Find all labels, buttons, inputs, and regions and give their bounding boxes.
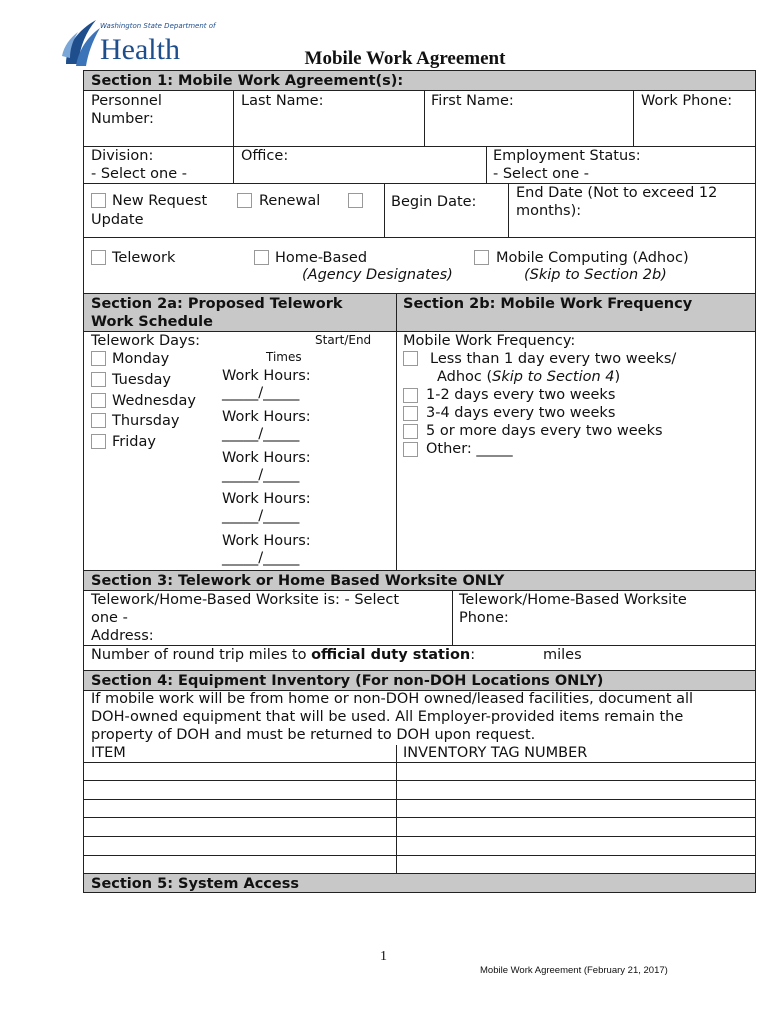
rule — [83, 90, 756, 91]
rule — [396, 293, 397, 570]
section1-header: Section 1: Mobile Work Agreement(s): — [91, 73, 404, 89]
rule — [83, 237, 756, 238]
renewal-label: Renewal — [259, 193, 321, 209]
skip-2b-note: (Skip to Section 2b) — [524, 267, 667, 283]
mobile-computing-label: Mobile Computing (Adhoc) — [496, 250, 689, 266]
freq-5-plus-checkbox[interactable] — [403, 424, 418, 439]
page-title: Mobile Work Agreement — [304, 48, 506, 69]
round-trip-miles-label — [91, 646, 475, 664]
rule — [508, 183, 509, 237]
freq-other-checkbox[interactable] — [403, 442, 418, 457]
work-hours-label: Work Hours: — [222, 368, 311, 384]
rule — [233, 90, 234, 146]
rule — [83, 799, 756, 800]
start-end-label: Start/End — [315, 333, 372, 347]
rule — [486, 146, 487, 183]
freq-option-label: Less than 1 day every two weeks/ — [430, 351, 677, 367]
employment-status-select[interactable]: - Select one - — [493, 166, 590, 182]
rule — [83, 855, 756, 856]
update-label: Update — [91, 212, 144, 228]
division-label: Division: — [91, 148, 154, 164]
thursday-checkbox[interactable] — [91, 413, 106, 428]
work-hours-label: Work Hours: — [222, 533, 311, 549]
day-tuesday: Tuesday — [112, 372, 171, 388]
frequency-label: Mobile Work Frequency: — [403, 333, 576, 349]
telework-label: Telework — [112, 250, 176, 266]
end-date-field[interactable]: months): — [516, 203, 582, 219]
work-hours-field[interactable]: _____/_____ — [222, 385, 300, 401]
new-request-label: New Request — [112, 193, 208, 209]
work-phone-field[interactable]: Work Phone: — [641, 93, 733, 109]
office-field[interactable]: Office: — [241, 148, 289, 164]
inventory-tag-column-header: INVENTORY TAG NUMBER — [403, 745, 588, 761]
agency-designates-note: (Agency Designates) — [302, 267, 453, 283]
freq-less-than-1-checkbox[interactable] — [403, 351, 418, 366]
rule — [83, 293, 756, 294]
freq-adhoc-text: Adhoc (Skip to Section 4) — [437, 369, 621, 385]
personnel-label-2: Number: — [91, 111, 154, 127]
freq-option-label: 1-2 days every two weeks — [426, 387, 616, 403]
monday-checkbox[interactable] — [91, 351, 106, 366]
official-duty-station: official duty station — [311, 647, 471, 663]
footer-note: Mobile Work Agreement (February 21, 2017) — [480, 965, 668, 976]
rule — [384, 183, 385, 237]
update-checkbox[interactable] — [348, 193, 363, 208]
day-monday: Monday — [112, 351, 170, 367]
rule — [83, 817, 756, 818]
worksite-phone-label: Telework/Home-Based Worksite — [459, 592, 687, 608]
home-based-checkbox[interactable] — [254, 250, 269, 265]
freq-option-label — [437, 368, 620, 386]
telework-days-label: Telework Days: — [91, 333, 201, 349]
worksite-select-2[interactable]: one - — [91, 610, 128, 626]
section4-header: Section 4: Equipment Inventory (For non-DOH Locations ONLY) — [91, 673, 604, 689]
work-hours-field[interactable]: _____/_____ — [222, 550, 300, 566]
renewal-checkbox[interactable] — [237, 193, 252, 208]
logo-name: Health — [100, 33, 180, 66]
rule — [83, 780, 756, 781]
item-column-header: ITEM — [91, 745, 126, 761]
section2a-header-2: Work Schedule — [91, 314, 213, 330]
page-number: 1 — [380, 949, 387, 964]
wednesday-checkbox[interactable] — [91, 393, 106, 408]
work-hours-label: Work Hours: — [222, 450, 311, 466]
miles-unit: miles — [543, 647, 582, 663]
rule — [424, 90, 425, 146]
rule — [83, 670, 756, 671]
times-label: Times — [266, 350, 302, 364]
freq-option-label: 5 or more days every two weeks — [426, 423, 663, 439]
miles-text-c: : — [470, 647, 476, 663]
equipment-description-2: DOH-owned equipment that will be used. All Employer-provided items remain the — [91, 709, 684, 725]
division-select[interactable]: - Select one - — [91, 166, 188, 182]
day-friday: Friday — [112, 434, 156, 450]
section3-header: Section 3: Telework or Home Based Worksite ONLY — [91, 573, 505, 589]
section5-header: Section 5: System Access — [91, 876, 299, 892]
worksite-phone-field[interactable]: Phone: — [459, 610, 509, 626]
day-thursday: Thursday — [112, 413, 180, 429]
rule — [83, 570, 756, 571]
rule — [233, 146, 234, 183]
rule — [452, 590, 453, 645]
begin-date-field[interactable]: Begin Date: — [391, 194, 477, 210]
mobile-computing-checkbox[interactable] — [474, 250, 489, 265]
freq-1-2-checkbox[interactable] — [403, 388, 418, 403]
rule — [83, 762, 756, 763]
work-hours-field[interactable]: _____/_____ — [222, 467, 300, 483]
worksite-select[interactable]: Telework/Home-Based Worksite is: - Select — [91, 592, 400, 608]
work-hours-field[interactable]: _____/_____ — [222, 508, 300, 524]
rule — [633, 90, 634, 146]
day-wednesday: Wednesday — [112, 393, 196, 409]
work-hours-label: Work Hours: — [222, 409, 311, 425]
freq-3-4-checkbox[interactable] — [403, 406, 418, 421]
equipment-description: If mobile work will be from home or non-DOH owned/leased facilities, document all — [91, 691, 694, 707]
freq-other-field[interactable]: Other: _____ — [426, 441, 513, 457]
home-based-label: Home-Based — [275, 250, 368, 266]
employment-status-label: Employment Status: — [493, 148, 641, 164]
rule — [83, 146, 756, 147]
personnel-label: Personnel — [91, 93, 162, 109]
work-hours-field[interactable]: _____/_____ — [222, 426, 300, 442]
end-date-label: End Date (Not to exceed 12 — [516, 185, 718, 201]
section2a-header: Section 2a: Proposed Telework — [91, 296, 343, 312]
friday-checkbox[interactable] — [91, 434, 106, 449]
logo-tagline: Washington State Department of — [100, 22, 216, 30]
last-name-field[interactable]: Last Name: — [241, 93, 324, 109]
tuesday-checkbox[interactable] — [91, 372, 106, 387]
rule — [83, 836, 756, 837]
freq-option-label: 3-4 days every two weeks — [426, 405, 616, 421]
miles-text-a: Number of round trip miles to — [91, 647, 312, 663]
address-field[interactable]: Address: — [91, 628, 154, 644]
telework-checkbox[interactable] — [91, 250, 106, 265]
first-name-field[interactable]: First Name: — [431, 93, 514, 109]
equipment-description-3: property of DOH and must be returned to DOH upon request. — [91, 727, 536, 743]
rule — [396, 745, 397, 873]
section2b-header: Section 2b: Mobile Work Frequency — [403, 296, 693, 312]
rule — [83, 873, 756, 874]
work-hours-label: Work Hours: — [222, 491, 311, 507]
new-request-checkbox[interactable] — [91, 193, 106, 208]
